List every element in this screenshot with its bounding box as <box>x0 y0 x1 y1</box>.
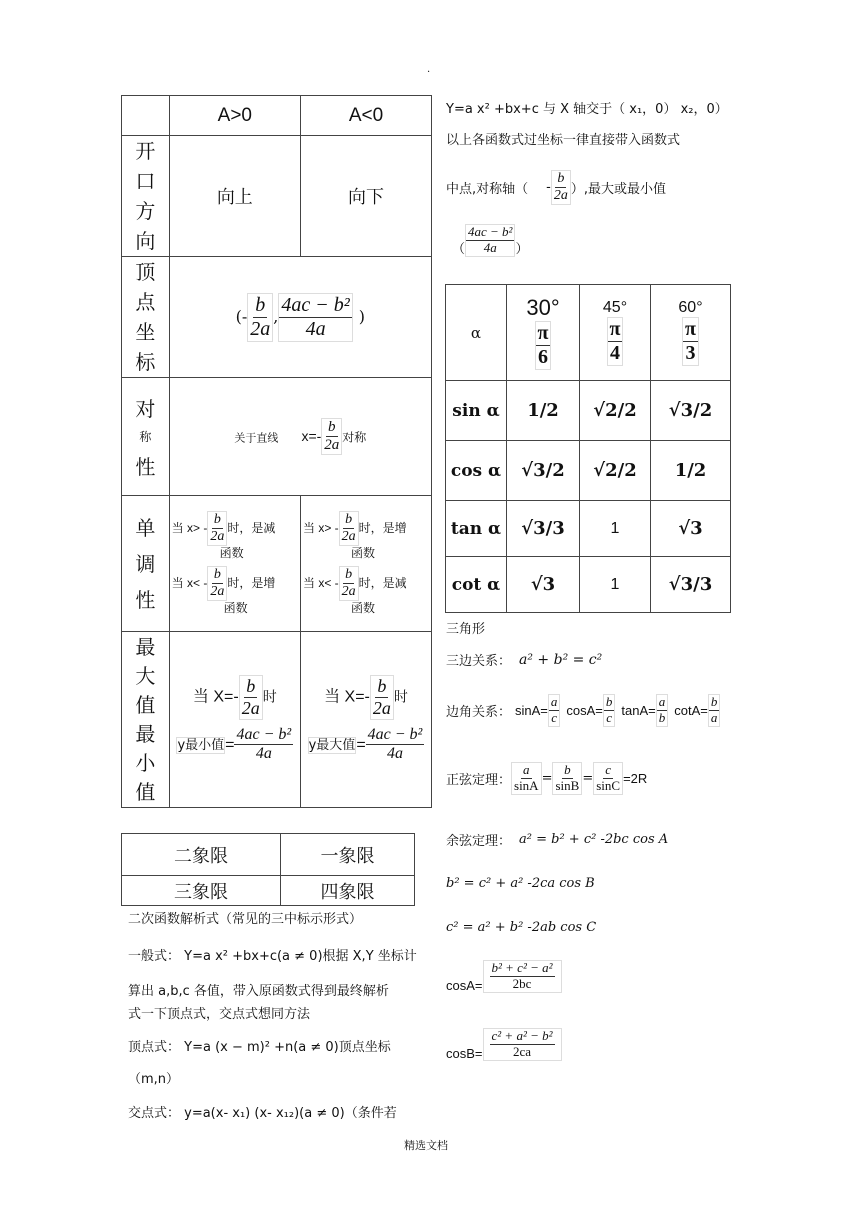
row-label-vertex: 顶点坐标 <box>122 257 170 378</box>
trig-header-60: 60° $\frac{\pi}{3}$ <box>651 285 731 381</box>
sine-law: 正弦定理： $\frac{a}{\sin A}$ = $\frac{b}{\sin B}$ = $\frac{c}{\sin C}$ =2R <box>446 762 648 793</box>
row-label-opening: 开口方向 <box>122 136 170 257</box>
top-dot: . <box>427 64 431 75</box>
opening-down: 向下 <box>300 136 431 257</box>
vertex-form-coords: （m,n） <box>128 1072 180 1087</box>
cos-30: √3/2 <box>507 441 580 501</box>
cos-45: √2/2 <box>580 441 651 501</box>
intercept-form: 交点式： y=a(x- x₁) (x- x₁₂)(a ≠ 0)（条件若 <box>128 1106 397 1121</box>
general-form: 一般式： Y=a x² +bx+c(a ≠ 0)根据 X,Y 坐标计 <box>128 949 417 964</box>
quadrant-1: 一象限 <box>281 834 415 876</box>
tan-30: √3/3 <box>507 501 580 557</box>
trig-header-45: 45° $\frac{\pi}{4}$ <box>580 285 651 381</box>
tan-60: √3 <box>651 501 731 557</box>
quadrant-3: 三象限 <box>122 876 281 906</box>
quadrant-table <box>121 833 415 906</box>
trig-row-cos: cos α <box>446 441 507 501</box>
cosine-law-a: 余弦定理： a² = b² + c² -2bc cos A <box>446 832 669 849</box>
substitute-line: 以上各函数式过坐标一律直接带入函数式 <box>446 133 681 148</box>
extreme-negative: 当 X=- $\frac{b}{2a}$ 时 y最大值= $\frac{\text{4ac − b²}}{4a}$ <box>300 632 431 808</box>
cot-45: 1 <box>580 557 651 613</box>
symmetry-axis: 关于直线 x=- $\frac{b}{2a}$ 对称 <box>169 378 431 496</box>
axis-line: 中点,对称轴（ - $\frac{b}{2a}$ ）,最大或最小值 <box>446 170 666 205</box>
vertex-x-fraction: $\frac{b}{2a}$ <box>247 293 273 342</box>
trig-header-30: 30° $\frac{\pi}{6}$ <box>507 285 580 381</box>
trig-row-tan: tan α <box>446 501 507 557</box>
sides-relation: 三边关系： a² + b² = c² <box>446 651 603 669</box>
trig-row-sin: sin α <box>446 381 507 441</box>
tan-45: 1 <box>580 501 651 557</box>
header-a-negative: A<0 <box>300 96 431 136</box>
triangle-title: 三角形 <box>446 622 486 637</box>
cosine-law-c: c² = a² + b² -2ab cos C <box>446 920 597 935</box>
general-form-cont1: 算出 a,b,c 各值，带入原函数式得到最终解析 <box>128 984 389 999</box>
cot-60: √3/3 <box>651 557 731 613</box>
vertex-formula: (- $\frac{b}{2a}$ , $\frac{\text{4ac − b²}}{4a}$ ) <box>169 257 431 378</box>
cos-60: 1/2 <box>651 441 731 501</box>
quadratic-properties-table <box>121 95 432 808</box>
vertex-y-fraction: $\frac{\text{4ac − b²}}{4a}$ <box>278 293 352 342</box>
header-a-positive: A>0 <box>169 96 300 136</box>
opening-up: 向上 <box>169 136 300 257</box>
sin-30: 1/2 <box>507 381 580 441</box>
cosine-law-b: b² = c² + a² -2ca cos B <box>446 876 595 891</box>
trig-row-cot: cot α <box>446 557 507 613</box>
row-label-extreme: 最大值最小值 <box>122 632 170 808</box>
monotonic-negative: 当 x> - $\frac{b}{2a}$ 时，是增 函数 当 x< - $\frac{b}{2a}$ 时，是减 函数 <box>300 496 431 632</box>
angle-relations: 边角关系： sinA= $\frac{a}{c}$ cosA= $\frac{b}{c}$ tanA= $\frac{a}{b}$ cotA= $\frac{b}{a}$ <box>446 694 720 727</box>
sin-60: √3/2 <box>651 381 731 441</box>
row-label-monotonic: 单调性 <box>122 496 170 632</box>
monotonic-positive: 当 x> - $\frac{b}{2a}$ 时，是减 函数 当 x< - $\frac{b}{2a}$ 时，是增 函数 <box>169 496 300 632</box>
extreme-positive: 当 X=- $\frac{b}{2a}$ 时 y最小值= $\frac{\text{4ac − b²}}{4a}$ <box>169 632 300 808</box>
cot-30: √3 <box>507 557 580 613</box>
roots-line: Y=a x² +bx+c 与 X 轴交于（ x₁，0） x₂，0） <box>446 102 728 117</box>
extreme-value-line: （ $\frac{\text{4ac − b²}}{4a}$ ） <box>452 224 529 257</box>
general-form-cont2: 式一下顶点式，交点式想同方法 <box>128 1007 311 1022</box>
trig-values-table <box>445 284 731 613</box>
cosB-formula: cosB= $\frac{\text{c² + a² − b²}}{2ca}$ <box>446 1028 562 1061</box>
forms-heading: 二次函数解析式（常见的三中标示形式） <box>128 912 363 927</box>
cosA-formula: cosA= $\frac{\text{b² + c² − a²}}{2bc}$ <box>446 960 562 993</box>
quadrant-2: 二象限 <box>122 834 281 876</box>
symmetry-fraction: $\frac{b}{2a}$ <box>321 418 342 456</box>
quadrant-4: 四象限 <box>281 876 415 906</box>
vertex-form: 顶点式： Y=a (x − m)² +n(a ≠ 0)顶点坐标 <box>128 1040 391 1055</box>
row-label-symmetry: 对 称 性 <box>122 378 170 496</box>
sin-45: √2/2 <box>580 381 651 441</box>
footer-text: 精选文档 <box>404 1139 448 1152</box>
trig-header-alpha: α <box>446 285 507 381</box>
